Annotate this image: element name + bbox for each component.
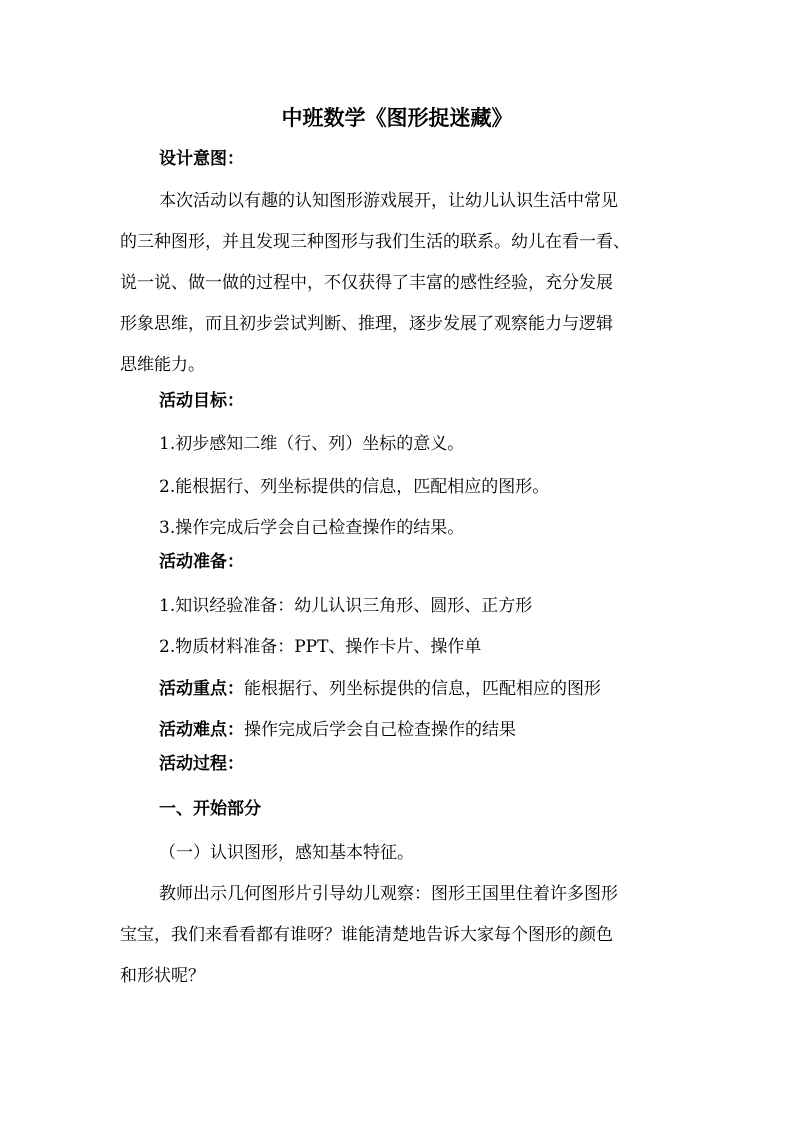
goal-item: 2.能根据行、列坐标提供的信息，匹配相应的图形。 — [159, 477, 550, 497]
difficulty-label: 活动难点： — [159, 720, 244, 740]
design-intent-line: 说一说、做一做的过程中，不仅获得了丰富的感性经验，充分发展 — [120, 273, 613, 293]
process-part-one: 一、开始部分 — [159, 799, 261, 819]
process-sub-one: （一）认识图形，感知基本特征。 — [159, 843, 414, 863]
key-point-label: 活动重点： — [159, 679, 244, 699]
key-point-text: 能根据行、列坐标提供的信息，匹配相应的图形 — [244, 679, 601, 699]
process-line: 宝宝，我们来看看都有谁呀？谁能清楚地告诉大家每个图形的颜色 — [120, 925, 613, 945]
process-line: 教师出示几何图形片引导幼儿观察：图形王国里住着许多图形 — [159, 884, 618, 904]
goals-heading: 活动目标： — [159, 391, 244, 411]
difficulty-text: 操作完成后学会自己检查操作的结果 — [244, 720, 516, 740]
design-intent-heading: 设计意图： — [159, 149, 244, 169]
key-point-line — [159, 678, 601, 700]
document-title: 中班数学《图形捉迷藏》 — [281, 105, 513, 130]
preparation-item: 1.知识经验准备：幼儿认识三角形、圆形、正方形 — [159, 596, 533, 616]
design-intent-line: 本次活动以有趣的认知图形游戏展开，让幼儿认识生活中常见 — [159, 191, 618, 211]
preparation-heading: 活动准备： — [159, 552, 244, 572]
process-heading: 活动过程： — [159, 754, 244, 774]
design-intent-line: 形象思维，而且初步尝试判断、推理，逐步发展了观察能力与逻辑 — [120, 314, 613, 334]
goal-item: 3.操作完成后学会自己检查操作的结果。 — [159, 518, 465, 538]
difficulty-line — [159, 719, 516, 741]
process-line: 和形状呢？ — [120, 966, 205, 986]
design-intent-line: 思维能力。 — [120, 355, 205, 375]
preparation-item: 2.物质材料准备：PPT、操作卡片、操作单 — [159, 637, 482, 657]
design-intent-line: 的三种图形，并且发现三种图形与我们生活的联系。幼儿在看一看、 — [120, 232, 630, 252]
goal-item: 1.初步感知二维（行、列）坐标的意义。 — [159, 434, 465, 454]
